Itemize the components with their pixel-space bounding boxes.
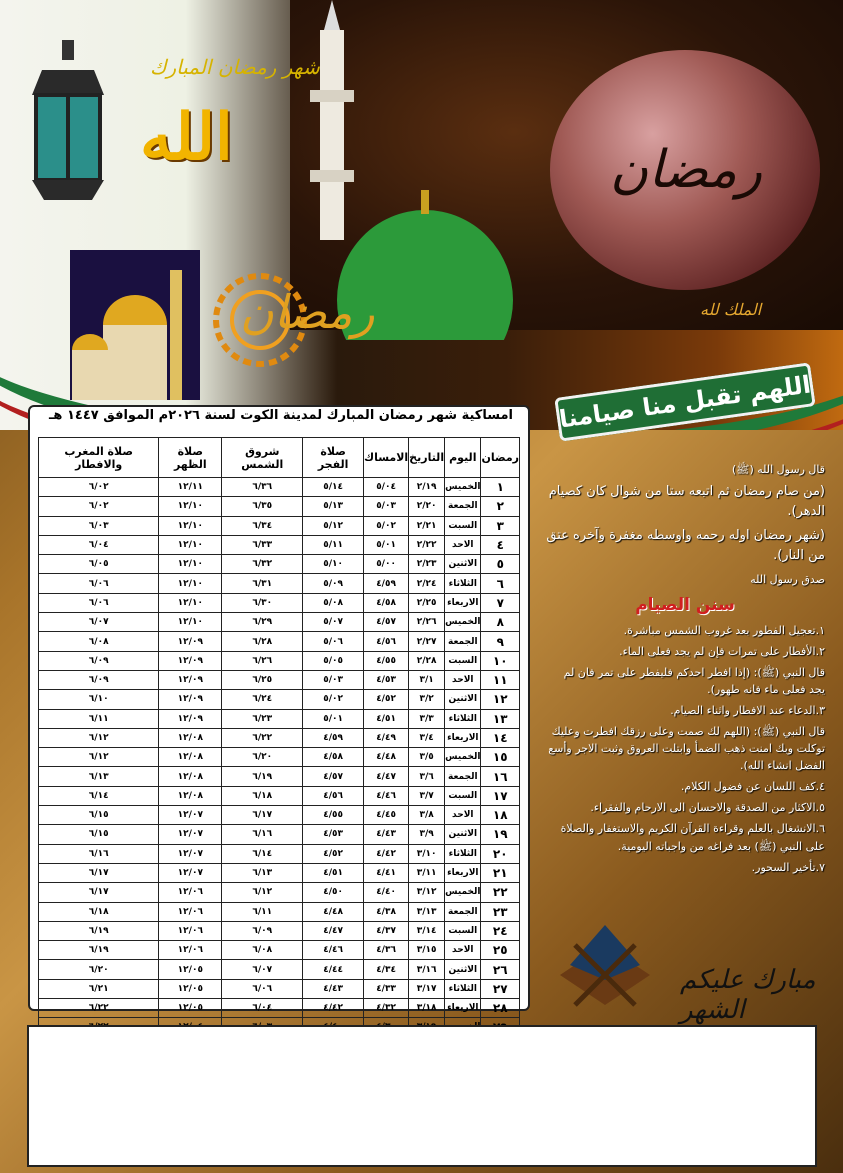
header-banner — [0, 0, 843, 430]
table-cell: ١٢/٠٦ — [159, 921, 222, 940]
table-cell: ٣/٤ — [409, 728, 445, 747]
table-body — [39, 478, 520, 1057]
table-cell: ٥/٠٩ — [303, 574, 364, 593]
table-cell: ٦/٠٩ — [39, 670, 159, 689]
table-cell: ٦/١٩ — [39, 921, 159, 940]
table-cell: ٦/٠٢ — [39, 478, 159, 497]
table-cell: ٦/٠٣ — [39, 516, 159, 535]
table-cell: ٣/١٤ — [409, 921, 445, 940]
table-cell: ١٢/٠٨ — [159, 786, 222, 805]
signature-top: الملك لله — [700, 300, 762, 319]
table-cell: ٥/١٠ — [303, 555, 364, 574]
table-cell: ٢٧ — [481, 979, 520, 998]
table-row — [39, 748, 520, 767]
table-cell: ٦/١٤ — [222, 844, 303, 863]
table-cell: ٥/٠٠ — [363, 555, 408, 574]
table-cell: ٦/١١ — [39, 709, 159, 728]
greeting-text: شهر رمضان المبارك — [150, 55, 320, 79]
table-cell: الخميس — [445, 478, 481, 497]
table-cell: ٦/١٢ — [39, 728, 159, 747]
table-cell: ٣/١١ — [409, 863, 445, 882]
table-cell: ٣/٨ — [409, 806, 445, 825]
table-row — [39, 478, 520, 497]
table-cell: ٦/٣٤ — [222, 516, 303, 535]
table-cell: ١٢/٠٥ — [159, 999, 222, 1018]
table-cell: الجمعة — [445, 767, 481, 786]
table-cell: ١٢/١٠ — [159, 555, 222, 574]
table-cell: ١٢/١٠ — [159, 535, 222, 554]
sunan-title: سنن الصيام — [635, 594, 735, 615]
table-cell: ٥/٠٣ — [303, 670, 364, 689]
table-cell: السبت — [445, 786, 481, 805]
table-cell: ٦/٢٥ — [222, 670, 303, 689]
table-cell: ١١ — [481, 670, 520, 689]
table-row — [39, 593, 520, 612]
table-cell: ٤ — [481, 535, 520, 554]
table-cell: ٤/٥٥ — [303, 806, 364, 825]
table-cell: ٤/٣٧ — [363, 921, 408, 940]
table-cell: ٦/١١ — [222, 902, 303, 921]
table-cell: الجمعة — [445, 902, 481, 921]
table-cell: ١٢/٠٦ — [159, 883, 222, 902]
lantern-icon — [22, 40, 114, 210]
table-cell: ٤/٥٥ — [363, 651, 408, 670]
table-cell: ٦/٢٠ — [39, 960, 159, 979]
table-cell: ١٢/١٠ — [159, 593, 222, 612]
table-cell: ٣/١٠ — [409, 844, 445, 863]
sunan-item: ١.تعجيل الفطور بعد غروب الشمس مباشرة. — [623, 624, 825, 637]
table-cell: ١٢/٠٨ — [159, 767, 222, 786]
column-header: الامساك — [363, 438, 408, 478]
table-cell: ٦/٠٦ — [222, 979, 303, 998]
table-cell: ٦/١٣ — [222, 863, 303, 882]
table-cell: الثلاثاء — [445, 844, 481, 863]
table-row — [39, 535, 520, 554]
table-cell: ٦/٢٢ — [39, 999, 159, 1018]
table-cell: ١٩ — [481, 825, 520, 844]
table-cell: ٤/٤٩ — [363, 728, 408, 747]
table-cell: ٦/١٢ — [222, 883, 303, 902]
imsakiya-table — [38, 437, 520, 1057]
table-cell: ٥/٠٢ — [303, 690, 364, 709]
table-cell: ١٢/٠٨ — [159, 748, 222, 767]
table-row — [39, 902, 520, 921]
table-cell: الثلاثاء — [445, 574, 481, 593]
table-cell: ٣/١٣ — [409, 902, 445, 921]
table-cell: ١ — [481, 478, 520, 497]
table-cell: ٦/٢١ — [39, 979, 159, 998]
table-cell: ٦/١٦ — [222, 825, 303, 844]
hadith-intro: قال رسول الله (ﷺ) — [731, 463, 825, 476]
table-cell: ٤/٥٩ — [363, 574, 408, 593]
table-cell: ٦/١٣ — [39, 767, 159, 786]
table-cell: ٤/٤٣ — [363, 825, 408, 844]
table-cell: ٣/٧ — [409, 786, 445, 805]
table-cell: ٥/٠٣ — [363, 497, 408, 516]
table-cell: ٦/٠٧ — [222, 960, 303, 979]
table-cell: ٣/١٨ — [409, 999, 445, 1018]
column-header: صلاة الظهر — [159, 438, 222, 478]
table-cell: ٢/٢٤ — [409, 574, 445, 593]
table-cell: ٤/٤٧ — [363, 767, 408, 786]
table-cell: ٣/٦ — [409, 767, 445, 786]
hadith-2: (شهر رمضان اوله رحمه واوسطه مغفرة وآخره عتق من النار). — [546, 528, 825, 564]
table-row — [39, 767, 520, 786]
table-cell: ٦/٣٠ — [222, 593, 303, 612]
table-cell: ٢ — [481, 497, 520, 516]
table-cell: ٤/٣٨ — [363, 902, 408, 921]
table-cell: ٥/١٤ — [303, 478, 364, 497]
table-row — [39, 555, 520, 574]
table-cell: ٥/٠٢ — [363, 516, 408, 535]
table-cell: ٦/١٩ — [222, 767, 303, 786]
table-cell: ٢/٢٣ — [409, 555, 445, 574]
table-cell: ٣ — [481, 516, 520, 535]
table-cell: ٤/٥٠ — [303, 883, 364, 902]
table-cell: ٥ — [481, 555, 520, 574]
table-cell: ٩ — [481, 632, 520, 651]
table-cell: ٥/١٢ — [303, 516, 364, 535]
table-cell: ١٢/٠٨ — [159, 728, 222, 747]
table-row — [39, 651, 520, 670]
table-cell: ١٢/٠٦ — [159, 941, 222, 960]
column-header: اليوم — [445, 438, 481, 478]
table-cell: ٤/٤٦ — [303, 941, 364, 960]
column-header: صلاة المغرب والافطار — [39, 438, 159, 478]
table-cell: ٦/١٩ — [39, 941, 159, 960]
table-cell: ٦/٢٢ — [222, 728, 303, 747]
table-row — [39, 632, 520, 651]
table-cell: الاثنين — [445, 555, 481, 574]
sunan-list — [545, 622, 825, 876]
table-cell: ٦/٠٧ — [39, 613, 159, 632]
table-cell: ٦/١٨ — [222, 786, 303, 805]
sunan-item: ٢.الأفطار على تمرات فإن لم يجد فعلى الماء. — [619, 645, 825, 659]
table-cell: ٤/٤٤ — [303, 960, 364, 979]
table-row — [39, 690, 520, 709]
table-cell: ١٢/٠٦ — [159, 902, 222, 921]
table-cell: ٦/٠٢ — [39, 497, 159, 516]
table-cell: ١٢/٠٧ — [159, 863, 222, 882]
table-cell: ٢/٢٨ — [409, 651, 445, 670]
table-cell: ٦/٠٤ — [222, 999, 303, 1018]
hadith-1: (من صام رمضان ثم اتبعه ستا من شوال كان كصيام الدهر). — [548, 484, 825, 520]
table-cell: ٦/١٥ — [39, 825, 159, 844]
table-cell: ٣/١ — [409, 670, 445, 689]
table-cell: ٦/٢٩ — [222, 613, 303, 632]
table-cell: ٦/٠٨ — [222, 941, 303, 960]
quran-stand-icon — [550, 905, 660, 1015]
table-cell: ١٧ — [481, 786, 520, 805]
table-cell: ٢/٢١ — [409, 516, 445, 535]
table-cell: ٣/١٧ — [409, 979, 445, 998]
table-cell: الاثنين — [445, 960, 481, 979]
column-header: رمضان — [481, 438, 520, 478]
table-title: امساكية شهر رمضان المبارك لمدينة الكوت لسنة ٢٠٢٦م الموافق ١٤٤٧ هـ — [36, 408, 526, 423]
table-cell: ٦/١٨ — [39, 902, 159, 921]
sunan-item: ٤.كف اللسان عن فضول الكلام. — [680, 780, 825, 794]
table-cell: الاثنين — [445, 690, 481, 709]
table-cell: ٤/٤٣ — [303, 979, 364, 998]
table-cell: ٢/٢٦ — [409, 613, 445, 632]
table-cell: ٤/٤٨ — [303, 902, 364, 921]
table-cell: ٤/٤٠ — [363, 883, 408, 902]
table-cell: ١٢/٠٥ — [159, 960, 222, 979]
table-cell: ٦/١٧ — [222, 806, 303, 825]
sunan-item: قال النبي (ﷺ): (إذا افطر احدكم فليفطر على تمر فان لم يجد فعلى ماء فانه طهور). — [563, 666, 825, 697]
table-cell: ٥/٠٨ — [303, 593, 364, 612]
table-cell: ١٢/١١ — [159, 478, 222, 497]
table-cell: الثلاثاء — [445, 709, 481, 728]
table-cell: ٢/٢٧ — [409, 632, 445, 651]
table-cell: الخميس — [445, 748, 481, 767]
sunan-item: قال النبي (ﷺ): (اللهم لك صمت وعلى رزقك افطرت وعليك توكلت وبك امنت ذهب الضمأ وابتلت العروق وثبت الاجر وأسع الفضل انشاء الله). — [548, 725, 825, 773]
table-cell: ٥/٠٦ — [303, 632, 364, 651]
table-cell: ٤/٤٥ — [363, 806, 408, 825]
table-row — [39, 999, 520, 1018]
table-cell: الاربعاء — [445, 999, 481, 1018]
table-cell: ١٢/٠٩ — [159, 632, 222, 651]
table-cell: ٤/٥٧ — [303, 767, 364, 786]
table-cell: ٢٢ — [481, 883, 520, 902]
table-cell: ٤/٤٨ — [363, 748, 408, 767]
table-cell: ٥/١١ — [303, 535, 364, 554]
table-cell: ٥/٠١ — [303, 709, 364, 728]
table-cell: ٦/١٢ — [39, 748, 159, 767]
table-cell: ٢٣ — [481, 902, 520, 921]
table-cell: ٢/٢٥ — [409, 593, 445, 612]
sunan-item: ٣.الدعاء عند الافطار واثناء الصيام. — [670, 704, 825, 718]
table-cell: ٦/٣١ — [222, 574, 303, 593]
table-row — [39, 613, 520, 632]
table-cell: ٤/٤٢ — [303, 999, 364, 1018]
table-cell: السبت — [445, 651, 481, 670]
signature-bottom: مبارك عليكم الشهر — [680, 965, 816, 1025]
table-row — [39, 863, 520, 882]
table-cell: السبت — [445, 516, 481, 535]
table-cell: ٣/٢ — [409, 690, 445, 709]
hadith-source: صدق رسول الله — [750, 572, 825, 586]
table-cell: الاحد — [445, 670, 481, 689]
table-row — [39, 709, 520, 728]
table-cell: ٤/٥٢ — [363, 690, 408, 709]
blank-footer-box — [27, 1025, 817, 1167]
table-cell: ٥/٠١ — [363, 535, 408, 554]
imsakiya-table-card — [28, 405, 530, 1016]
table-cell: ٦/٢٨ — [222, 632, 303, 651]
table-cell: الاحد — [445, 535, 481, 554]
table-cell: ٦/٠٥ — [39, 555, 159, 574]
table-cell: ١٢/٠٥ — [159, 979, 222, 998]
table-cell: ٣/٥ — [409, 748, 445, 767]
table-cell: ٤/٤١ — [363, 863, 408, 882]
table-cell: ٤/٥٦ — [303, 786, 364, 805]
table-row — [39, 844, 520, 863]
table-row — [39, 921, 520, 940]
table-cell: الخميس — [445, 883, 481, 902]
table-cell: ٤/٣٢ — [363, 999, 408, 1018]
table-cell: ٦/٢٠ — [222, 748, 303, 767]
table-row — [39, 516, 520, 535]
table-cell: السبت — [445, 921, 481, 940]
table-cell: ٢١ — [481, 863, 520, 882]
ramadan-calligraphy: رمضان — [240, 285, 375, 339]
table-row — [39, 786, 520, 805]
table-cell: الاحد — [445, 941, 481, 960]
table-cell: ٤/٣٤ — [363, 960, 408, 979]
table-cell: ٦/١٧ — [39, 883, 159, 902]
table-cell: ١٢/٠٧ — [159, 806, 222, 825]
table-cell: ١٢/٠٩ — [159, 651, 222, 670]
table-cell: ٥/٠٥ — [303, 651, 364, 670]
table-cell: ٧ — [481, 593, 520, 612]
table-cell: ٥/٠٤ — [363, 478, 408, 497]
table-cell: ١٢/٠٧ — [159, 825, 222, 844]
table-cell: الجمعة — [445, 632, 481, 651]
table-cell: الخميس — [445, 613, 481, 632]
table-cell: ١٢/٠٧ — [159, 844, 222, 863]
table-cell: ٤/٤٧ — [303, 921, 364, 940]
table-cell: ٤/٥٣ — [303, 825, 364, 844]
table-cell: ١٢/٠٩ — [159, 690, 222, 709]
table-row — [39, 883, 520, 902]
table-cell: ٦/٢٤ — [222, 690, 303, 709]
table-cell: ١٥ — [481, 748, 520, 767]
table-cell: ٦/٣٦ — [222, 478, 303, 497]
table-cell: ٦ — [481, 574, 520, 593]
table-cell: الاربعاء — [445, 593, 481, 612]
table-cell: ٤/٥٢ — [303, 844, 364, 863]
table-cell: ٤/٥٧ — [363, 613, 408, 632]
mosque-icon — [70, 250, 200, 400]
table-cell: ٦/٣٣ — [222, 535, 303, 554]
table-cell: ٦/٠٩ — [222, 921, 303, 940]
table-cell: ١٢ — [481, 690, 520, 709]
table-cell: ٢/١٩ — [409, 478, 445, 497]
table-cell: ٤/٥٦ — [363, 632, 408, 651]
table-row — [39, 979, 520, 998]
table-cell: ١٢/٠٩ — [159, 670, 222, 689]
table-cell: الاحد — [445, 806, 481, 825]
table-cell: الثلاثاء — [445, 979, 481, 998]
table-cell: ٤/٤٢ — [363, 844, 408, 863]
table-cell: ٣/٩ — [409, 825, 445, 844]
table-cell: ٤/٣٣ — [363, 979, 408, 998]
table-cell: ٤/٥٨ — [303, 748, 364, 767]
table-cell: ٦/١٧ — [39, 863, 159, 882]
table-row — [39, 941, 520, 960]
table-row — [39, 825, 520, 844]
table-cell: ١٢/١٠ — [159, 497, 222, 516]
table-cell: ٦/٠٤ — [39, 535, 159, 554]
column-header: صلاة الفجر — [303, 438, 364, 478]
sunan-item: ٧.تأخير السحور. — [751, 860, 825, 874]
table-cell: ١٤ — [481, 728, 520, 747]
table-cell: ٤/٥١ — [303, 863, 364, 882]
table-cell: الجمعة — [445, 497, 481, 516]
prayer-ribbon: اللهم تقبل منا صيامنا — [554, 362, 816, 441]
table-cell: ٦/٠٦ — [39, 593, 159, 612]
table-cell: ١٦ — [481, 767, 520, 786]
column-header: التاريخ — [409, 438, 445, 478]
allah-calligraphy: الله — [140, 100, 233, 175]
table-cell: ١٢/١٠ — [159, 613, 222, 632]
table-cell: ٦/٣٥ — [222, 497, 303, 516]
table-cell: ١٨ — [481, 806, 520, 825]
table-row — [39, 728, 520, 747]
table-cell: ٥/٠٧ — [303, 613, 364, 632]
table-cell: الاربعاء — [445, 863, 481, 882]
table-cell: ٢٠ — [481, 844, 520, 863]
table-cell: ٤/٥١ — [363, 709, 408, 728]
table-cell: ٢/٢٠ — [409, 497, 445, 516]
table-row — [39, 806, 520, 825]
column-header: شروق الشمس — [222, 438, 303, 478]
table-cell: ٦/١٤ — [39, 786, 159, 805]
table-cell: ٢/٢٢ — [409, 535, 445, 554]
table-cell: ٣/١٢ — [409, 883, 445, 902]
table-row — [39, 497, 520, 516]
table-cell: الاربعاء — [445, 728, 481, 747]
table-cell: ١٣ — [481, 709, 520, 728]
ramadan-moon-calligraphy: رمضان — [610, 140, 763, 200]
table-cell: ٤/٥٣ — [363, 670, 408, 689]
table-cell: ٢٦ — [481, 960, 520, 979]
table-cell: ٢٤ — [481, 921, 520, 940]
table-cell: ٤/٣٦ — [363, 941, 408, 960]
sunan-item: ٥.الاكثار من الصدقة والاحسان الى الارحام والفقراء. — [590, 801, 825, 815]
table-cell: ٣/١٦ — [409, 960, 445, 979]
table-cell: ٦/٠٦ — [39, 574, 159, 593]
table-cell: ٢٨ — [481, 999, 520, 1018]
table-cell: ٢٥ — [481, 941, 520, 960]
table-cell: ٦/٢٣ — [222, 709, 303, 728]
table-cell: ٤/٥٨ — [363, 593, 408, 612]
table-header-row — [39, 438, 520, 478]
table-cell: ٤/٥٩ — [303, 728, 364, 747]
table-cell: ١٢/١٠ — [159, 574, 222, 593]
table-cell: الاثنين — [445, 825, 481, 844]
table-cell: ١٠ — [481, 651, 520, 670]
table-cell: ٨ — [481, 613, 520, 632]
table-row — [39, 670, 520, 689]
table-cell: ٤/٤٦ — [363, 786, 408, 805]
table-row — [39, 574, 520, 593]
table-cell: ٦/٣٢ — [222, 555, 303, 574]
table-cell: ٣/٣ — [409, 709, 445, 728]
table-cell: ٦/١٦ — [39, 844, 159, 863]
table-row — [39, 960, 520, 979]
table-cell: ٣/١٥ — [409, 941, 445, 960]
table-cell: ٦/٢٦ — [222, 651, 303, 670]
table-cell: ٦/٠٩ — [39, 651, 159, 670]
table-cell: ٦/١٥ — [39, 806, 159, 825]
table-cell: ٥/١٣ — [303, 497, 364, 516]
table-cell: ١٢/١٠ — [159, 516, 222, 535]
sunan-item: ٦.الانشغال بالعلم وقراءة القرآن الكريم والاستغفار والصلاة على النبي (ﷺ) بعد فراغه من واجباته اليومية. — [560, 822, 825, 853]
table-cell: ٦/٠٨ — [39, 632, 159, 651]
table-cell: ٦/١٠ — [39, 690, 159, 709]
table-cell: ١٢/٠٩ — [159, 709, 222, 728]
